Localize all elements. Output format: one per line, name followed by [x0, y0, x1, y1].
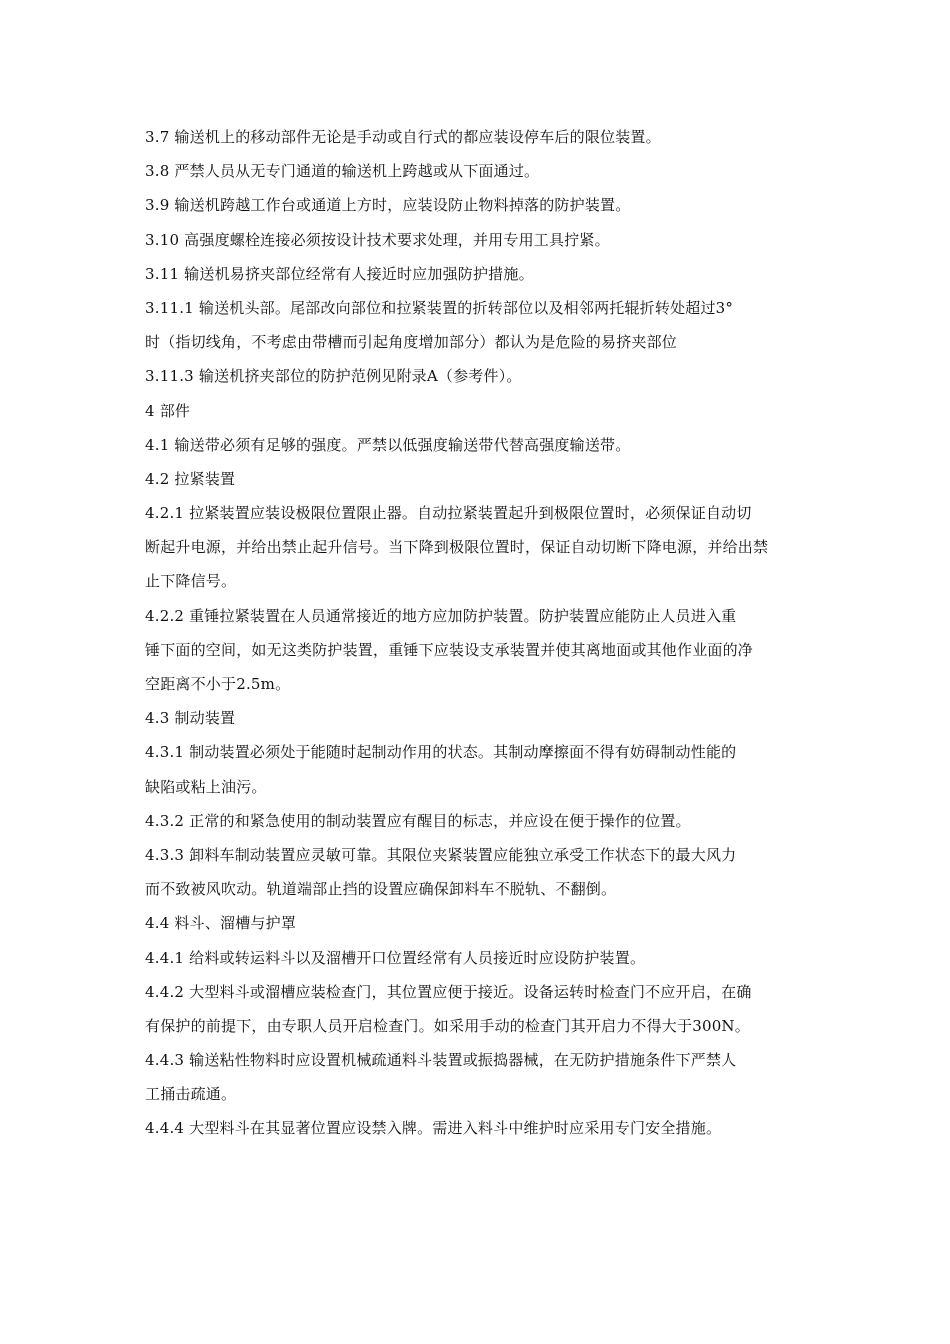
- text-line: 而不致被风吹动。轨道端部止挡的设置应确保卸料车不脱轨、不翻倒。: [145, 880, 617, 899]
- text-line: 3.8 严禁人员从无专门通道的输送机上跨越或从下面通过。: [145, 162, 540, 181]
- text-line: 4.2.1 拉紧装置应装设极限位置限止器。自动拉紧装置起升到极限位置时，必须保证自动切: [145, 504, 752, 523]
- text-line: 3.11 输送机易挤夹部位经常有人接近时应加强防护措施。: [145, 264, 534, 283]
- text-line: 3.11.1 输送机头部。尾部改向部位和拉紧装置的折转部位以及相邻两托辊折转处超过3°: [145, 298, 734, 317]
- text-line: 4.1 输送带必须有足够的强度。严禁以低强度输送带代替高强度输送带。: [145, 435, 631, 454]
- section-heading: 4 部件: [145, 401, 191, 420]
- text-line: 3.7 输送机上的移动部件无论是手动或自行式的都应装设停车后的限位装置。: [145, 128, 661, 146]
- text-line: 时（指切线角，不考虑由带槽而引起角度增加部分）都认为是危险的易挤夹部位: [145, 333, 678, 352]
- text-line: 4.4.3 输送粘性物料时应设置机械疏通料斗装置或振捣器械，在无防护措施条件下严禁人: [145, 1051, 737, 1070]
- text-line: 4.4.4 大型料斗在其显著位置应设禁入牌。需进入料斗中维护时应采用专门安全措施。: [145, 1119, 722, 1138]
- text-line: 4.4.1 给料或转运料斗以及溜槽开口位置经常有人员接近时应设防护装置。: [145, 948, 646, 967]
- text-line: 3.10 高强度螺栓连接必须按设计技术要求处理，并用专用工具拧紧。: [145, 230, 610, 249]
- text-line: 工捅击疏通。: [145, 1085, 237, 1104]
- text-line: 4.3.3 卸料车制动装置应灵敏可靠。其限位夹紧装置应能独立承受工作状态下的最大风力: [145, 845, 737, 864]
- text-line: 有保护的前提下，由专职人员开启检查门。如采用手动的检查门其开启力不得大于300N。: [145, 1016, 750, 1035]
- section-heading: 4.3 制动装置: [145, 709, 236, 728]
- text-line: 锤下面的空间，如无这类防护装置，重锤下应装设支承装置并使其离地面或其他作业面的净: [145, 640, 754, 659]
- document-body: [145, 125, 810, 1151]
- text-line: 4.3.1 制动装置必须处于能随时起制动作用的状态。其制动摩擦面不得有妨碍制动性能的: [145, 743, 737, 762]
- text-line: 4.3.2 正常的和紧急使用的制动装置应有醒目的标志，并应设在便于操作的位置。: [145, 811, 691, 830]
- text-line: 缺陷或粘上油污。: [145, 777, 267, 796]
- section-heading: 4.4 料斗、溜槽与护罩: [145, 914, 297, 933]
- text-line: 3.11.3 输送机挤夹部位的防护范例见附录A（参考件）。: [145, 367, 522, 386]
- text-line: 止下降信号。: [145, 572, 237, 591]
- text-line: 断起升电源，并给出禁止起升信号。当下降到极限位置时，保证自动切断下降电源，并给出禁: [145, 538, 769, 557]
- section-heading: 4.2 拉紧装置: [145, 469, 236, 488]
- text-line: 3.9 输送机跨越工作台或通道上方时，应装设防止物料掉落的防护装置。: [145, 196, 631, 215]
- text-line: 4.2.2 重锤拉紧装置在人员通常接近的地方应加防护装置。防护装置应能防止人员进入重: [145, 606, 737, 625]
- text-line: 空距离不小于2.5m。: [145, 675, 291, 693]
- text-line: 4.4.2 大型料斗或溜槽应装检查门，其位置应便于接近。设备运转时检查门不应开启，在确: [145, 982, 752, 1001]
